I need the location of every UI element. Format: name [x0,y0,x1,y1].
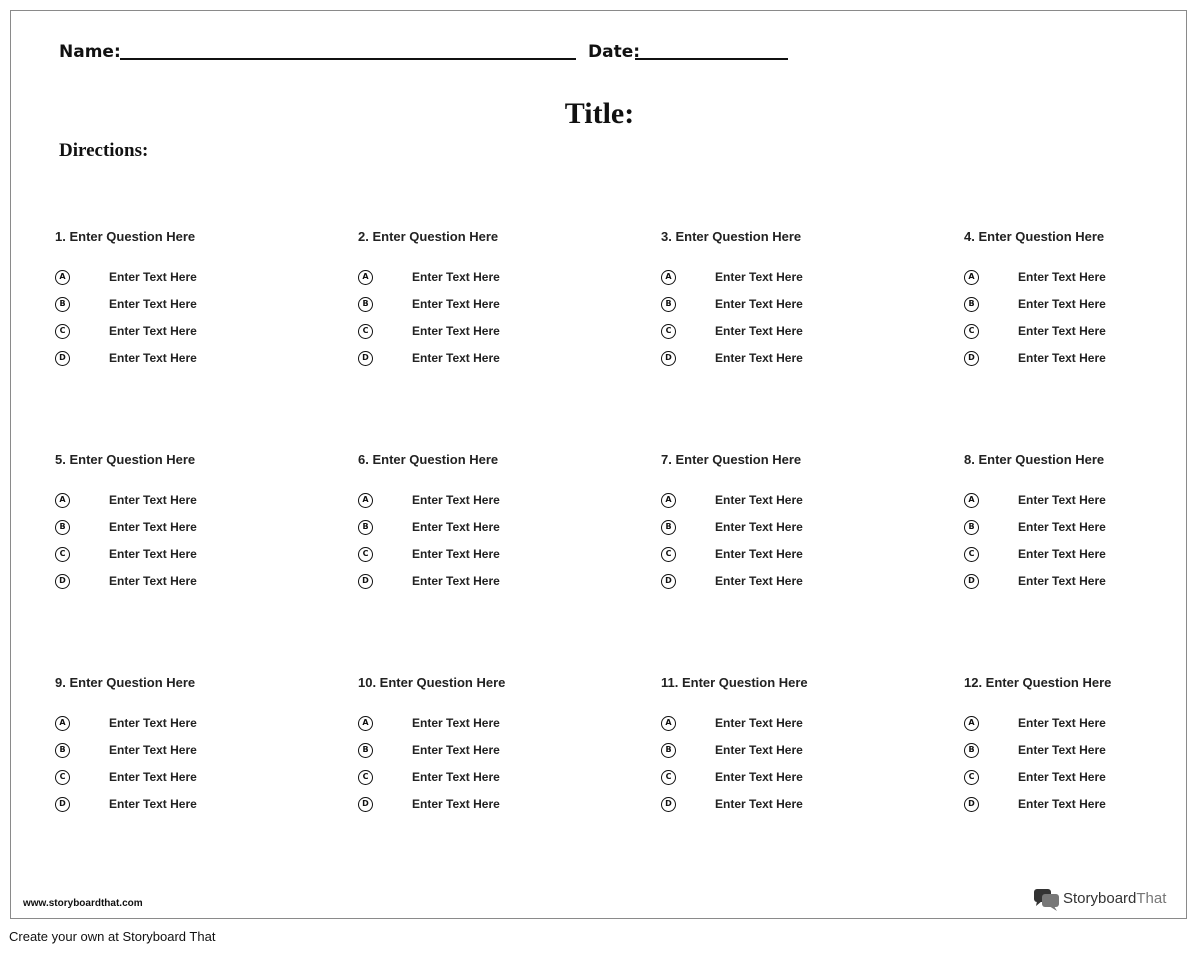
answer-text[interactable]: Enter Text Here [1018,297,1106,311]
answer-option [964,324,1200,344]
question-block [964,229,1200,379]
question-text[interactable]: 8. Enter Question Here [964,452,1105,467]
answer-bubble[interactable]: C [358,547,373,562]
answer-text[interactable]: Enter Text Here [109,351,197,365]
question-block [358,452,618,602]
answer-text[interactable]: Enter Text Here [715,770,803,784]
speech-bubbles-icon [1033,888,1061,912]
answer-option [964,797,1200,817]
answer-bubble[interactable]: C [964,324,979,339]
answer-text[interactable]: Enter Text Here [412,270,500,284]
answer-bubble[interactable]: C [964,547,979,562]
answer-option [358,520,598,540]
answer-text[interactable]: Enter Text Here [412,493,500,507]
answer-bubble[interactable]: A [358,270,373,285]
answer-text[interactable]: Enter Text Here [715,324,803,338]
answer-bubble[interactable]: B [55,520,70,535]
answer-option [661,324,901,344]
question-text[interactable]: 12. Enter Question Here [964,675,1112,690]
question-block [55,675,315,825]
answer-text[interactable]: Enter Text Here [715,297,803,311]
question-block [55,452,315,602]
answer-option [55,574,295,594]
answer-option [964,716,1200,736]
answer-text[interactable]: Enter Text Here [1018,324,1106,338]
question-text[interactable]: 3. Enter Question Here [661,229,802,244]
answer-option [661,716,901,736]
answer-option [55,493,295,513]
answer-bubble[interactable]: A [661,270,676,285]
answer-option [964,743,1200,763]
answer-option [55,520,295,540]
answer-bubble[interactable]: D [661,797,676,812]
answer-text[interactable]: Enter Text Here [412,743,500,757]
answer-option [358,493,598,513]
answer-option [55,770,295,790]
answer-text[interactable]: Enter Text Here [715,716,803,730]
answer-option [964,297,1200,317]
answer-bubble[interactable]: A [661,493,676,508]
answer-bubble[interactable]: B [661,520,676,535]
answer-option [661,520,901,540]
answer-option [661,797,901,817]
answer-option [661,574,901,594]
answer-bubble[interactable]: D [964,574,979,589]
answer-bubble[interactable]: C [661,324,676,339]
directions-label: Directions: [59,140,149,161]
answer-text[interactable]: Enter Text Here [109,770,197,784]
answer-bubble[interactable]: D [55,351,70,366]
answer-text[interactable]: Enter Text Here [412,351,500,365]
answer-bubble[interactable]: D [964,351,979,366]
question-block [358,675,618,825]
answer-text[interactable]: Enter Text Here [1018,493,1106,507]
answer-bubble[interactable]: B [964,297,979,312]
answer-option [964,547,1200,567]
answer-bubble[interactable]: A [661,716,676,731]
name-label: Name: [59,42,121,62]
answer-option [358,547,598,567]
worksheet-title: Title: [564,97,635,130]
answer-option [964,574,1200,594]
answer-text[interactable]: Enter Text Here [715,547,803,561]
date-label: Date: [588,42,641,62]
answer-text[interactable]: Enter Text Here [715,797,803,811]
answer-option [55,797,295,817]
question-text[interactable]: 4. Enter Question Here [964,229,1105,244]
answer-option [358,770,598,790]
question-block [661,229,921,379]
answer-text[interactable]: Enter Text Here [1018,770,1106,784]
answer-bubble[interactable]: B [55,297,70,312]
answer-text[interactable]: Enter Text Here [1018,520,1106,534]
question-block [358,229,618,379]
answer-option [55,270,295,290]
question-text[interactable]: 6. Enter Question Here [358,452,499,467]
answer-option [55,351,295,371]
answer-text[interactable]: Enter Text Here [1018,743,1106,757]
question-block [964,452,1200,602]
answer-text[interactable]: Enter Text Here [1018,270,1106,284]
question-block [55,229,315,379]
answer-option [964,493,1200,513]
answer-text[interactable]: Enter Text Here [412,797,500,811]
answer-option [661,270,901,290]
answer-bubble[interactable]: B [661,297,676,312]
date-line [635,58,788,60]
answer-option [661,770,901,790]
answer-text[interactable]: Enter Text Here [715,743,803,757]
answer-bubble[interactable]: B [358,743,373,758]
answer-bubble[interactable]: C [661,547,676,562]
answer-text[interactable]: Enter Text Here [109,797,197,811]
answer-option [358,351,598,371]
answer-bubble[interactable]: D [358,797,373,812]
answer-bubble[interactable]: D [661,574,676,589]
question-block [661,452,921,602]
answer-bubble[interactable]: D [964,797,979,812]
answer-text[interactable]: Enter Text Here [109,743,197,757]
answer-text[interactable]: Enter Text Here [412,324,500,338]
answer-text[interactable]: Enter Text Here [109,716,197,730]
footer-caption: Create your own at Storyboard That [9,929,216,944]
answer-bubble[interactable]: B [964,520,979,535]
answer-bubble[interactable]: B [964,743,979,758]
answer-bubble[interactable]: C [55,324,70,339]
answer-bubble[interactable]: A [964,270,979,285]
question-text[interactable]: 1. Enter Question Here [55,229,196,244]
answer-option [55,743,295,763]
answer-bubble[interactable]: C [55,547,70,562]
logo-text-primary: Storyboard [1063,890,1137,907]
answer-bubble[interactable]: D [358,351,373,366]
answer-option [964,770,1200,790]
question-text[interactable]: 11. Enter Question Here [661,675,808,690]
answer-option [964,520,1200,540]
answer-text[interactable]: Enter Text Here [412,716,500,730]
question-text[interactable]: 5. Enter Question Here [55,452,196,467]
answer-text[interactable]: Enter Text Here [715,351,803,365]
question-text[interactable]: 9. Enter Question Here [55,675,196,690]
answer-option [358,797,598,817]
answer-bubble[interactable]: A [964,493,979,508]
answer-option [55,547,295,567]
worksheet [10,10,1187,919]
answer-option [964,351,1200,371]
answer-bubble[interactable]: C [55,770,70,785]
answer-text[interactable]: Enter Text Here [109,574,197,588]
answer-text[interactable]: Enter Text Here [412,297,500,311]
answer-bubble[interactable]: C [358,770,373,785]
answer-text[interactable]: Enter Text Here [412,574,500,588]
answer-option [55,297,295,317]
answer-bubble[interactable]: D [55,574,70,589]
answer-bubble[interactable]: B [661,743,676,758]
answer-text[interactable]: Enter Text Here [109,520,197,534]
answer-bubble[interactable]: A [55,270,70,285]
answer-option [55,716,295,736]
answer-bubble[interactable]: A [964,716,979,731]
answer-option [358,574,598,594]
answer-text[interactable]: Enter Text Here [109,547,197,561]
logo-text-secondary: That [1136,890,1167,907]
website-url: www.storyboardthat.com [23,898,143,909]
answer-option [358,270,598,290]
answer-option [661,743,901,763]
answer-text[interactable]: Enter Text Here [412,770,500,784]
answer-text[interactable]: Enter Text Here [109,297,197,311]
answer-option [358,324,598,344]
answer-text[interactable]: Enter Text Here [412,520,500,534]
question-block [964,675,1200,825]
answer-text[interactable]: Enter Text Here [109,270,197,284]
answer-option [661,351,901,371]
answer-option [358,716,598,736]
answer-text[interactable]: Enter Text Here [715,520,803,534]
answer-text[interactable]: Enter Text Here [1018,716,1106,730]
answer-bubble[interactable]: A [55,493,70,508]
answer-option [661,493,901,513]
answer-text[interactable]: Enter Text Here [109,324,197,338]
answer-text[interactable]: Enter Text Here [1018,547,1106,561]
question-text[interactable]: 7. Enter Question Here [661,452,802,467]
question-text[interactable]: 2. Enter Question Here [358,229,499,244]
answer-option [661,547,901,567]
answer-text[interactable]: Enter Text Here [715,493,803,507]
logo-text [1063,890,1166,907]
answer-text[interactable]: Enter Text Here [1018,351,1106,365]
answer-bubble[interactable]: B [55,743,70,758]
answer-text[interactable]: Enter Text Here [1018,574,1106,588]
answer-option [358,297,598,317]
answer-bubble[interactable]: C [358,324,373,339]
answer-bubble[interactable]: D [55,797,70,812]
answer-bubble[interactable]: C [964,770,979,785]
answer-bubble[interactable]: A [55,716,70,731]
answer-bubble[interactable]: B [358,520,373,535]
answer-bubble[interactable]: D [661,351,676,366]
answer-text[interactable]: Enter Text Here [715,574,803,588]
answer-text[interactable]: Enter Text Here [412,547,500,561]
answer-bubble[interactable]: C [661,770,676,785]
answer-bubble[interactable]: D [358,574,373,589]
name-line [120,58,576,60]
answer-option [661,297,901,317]
answer-bubble[interactable]: A [358,716,373,731]
answer-option [964,270,1200,290]
question-text[interactable]: 10. Enter Question Here [358,675,506,690]
answer-bubble[interactable]: A [358,493,373,508]
answer-text[interactable]: Enter Text Here [1018,797,1106,811]
answer-text[interactable]: Enter Text Here [109,493,197,507]
answer-bubble[interactable]: B [358,297,373,312]
question-block [661,675,921,825]
answer-option [55,324,295,344]
answer-option [358,743,598,763]
answer-text[interactable]: Enter Text Here [715,270,803,284]
